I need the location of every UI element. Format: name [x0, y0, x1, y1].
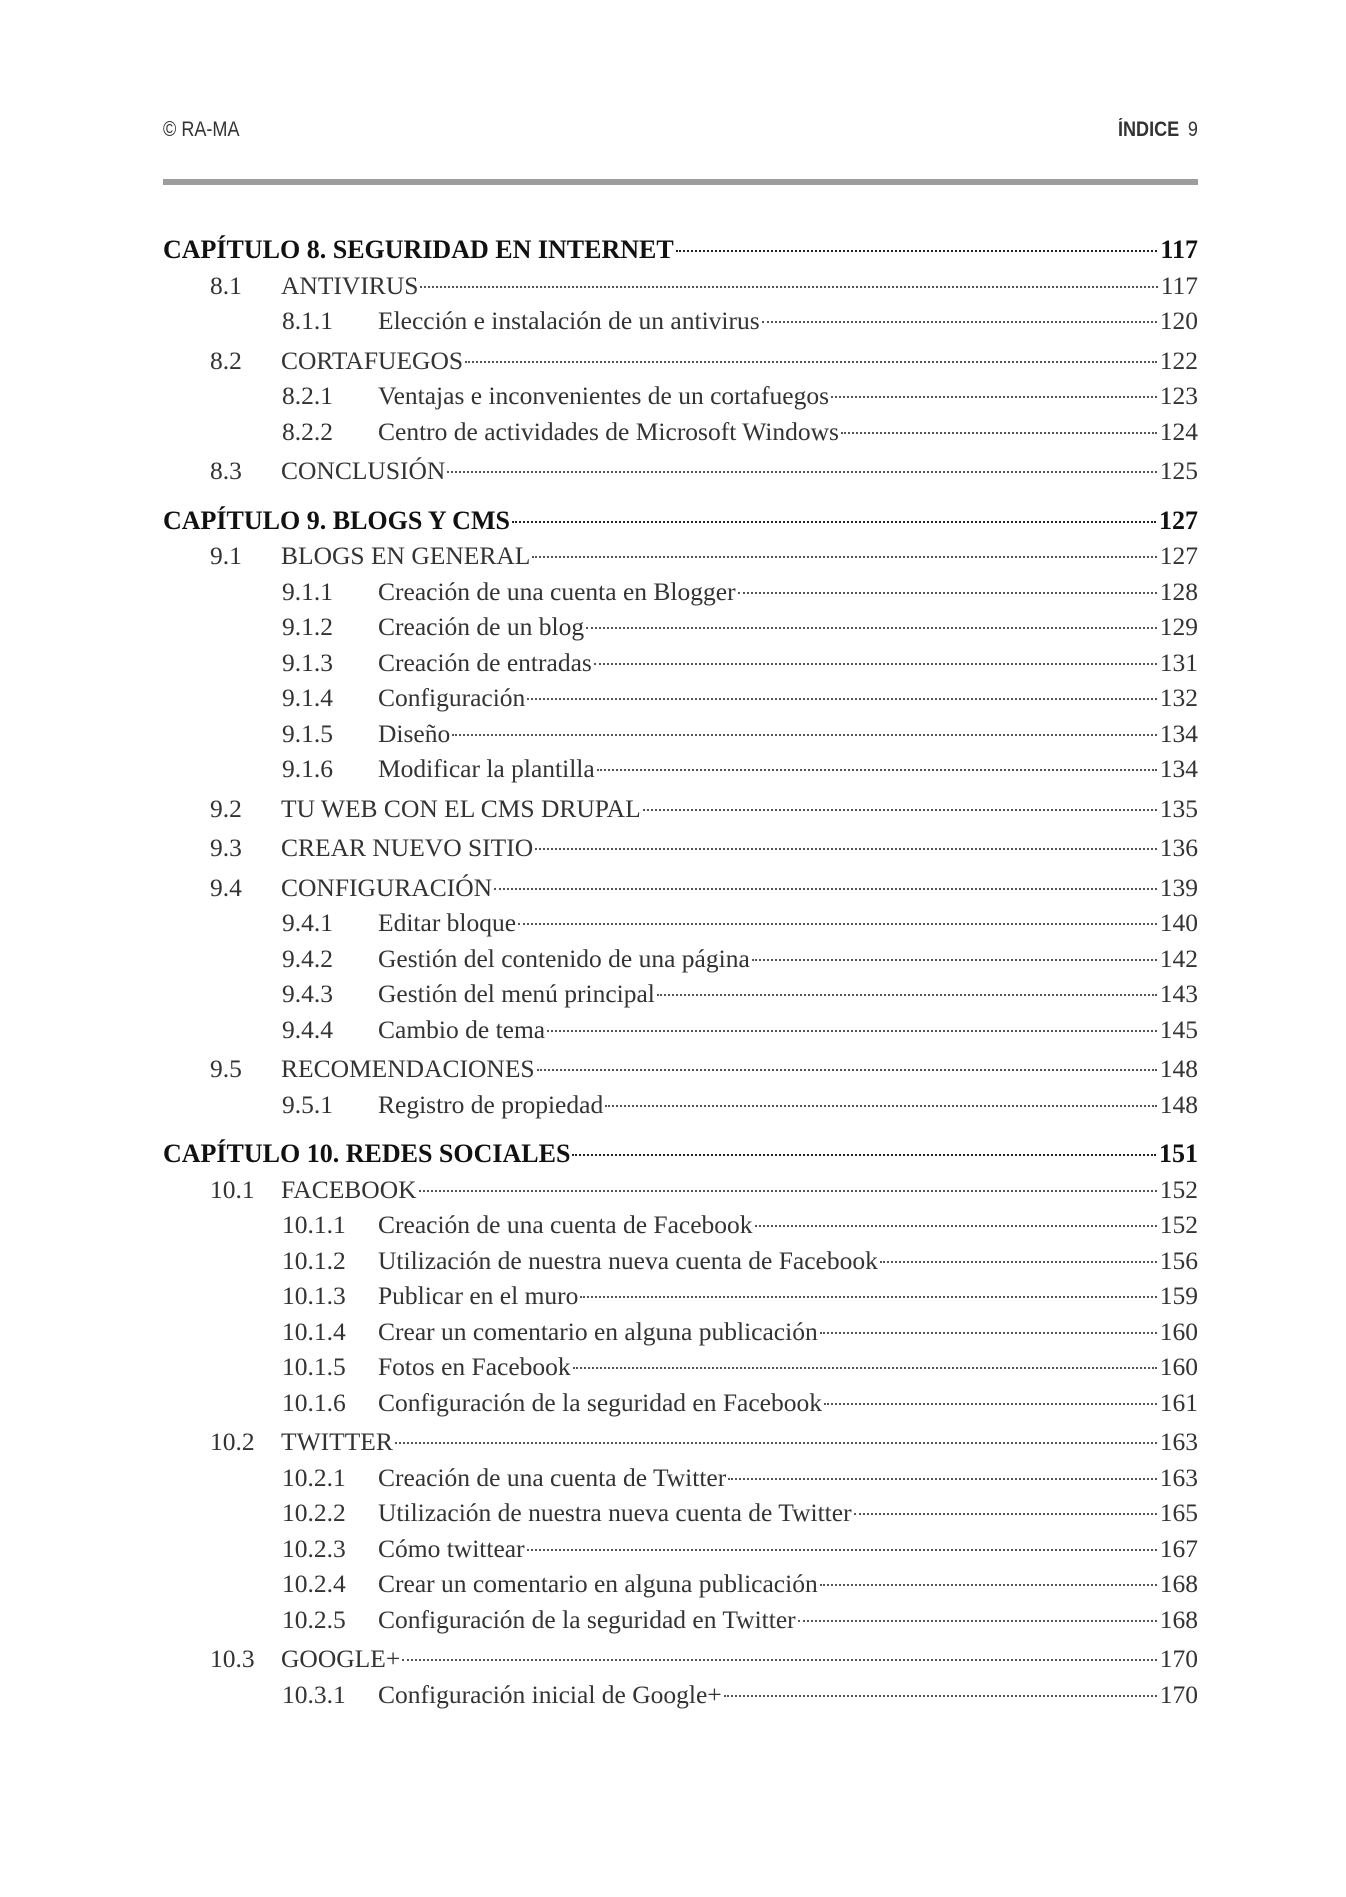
toc-entry-title: BLOGS EN GENERAL: [281, 541, 531, 570]
toc-entry-page: 163: [1159, 1427, 1198, 1456]
toc-subsection: [163, 905, 1198, 941]
toc-entry-page: 139: [1159, 872, 1198, 902]
toc-subsection: [163, 1278, 1198, 1314]
toc-entry-page: 148: [1159, 1089, 1198, 1119]
toc-entry-page: 127: [1159, 505, 1198, 535]
dot-leader: [447, 470, 1156, 473]
toc-entry-title: Elección e instalación de un antivirus: [378, 306, 760, 335]
toc-subsection: [163, 1012, 1198, 1048]
toc-entry-title: Configuración: [378, 683, 526, 712]
toc-entry-title: Editar bloque: [378, 908, 517, 937]
dot-leader: [465, 360, 1157, 363]
page-number: 9: [1187, 118, 1198, 141]
toc-entry-title: Utilización de nuestra nueva cuenta de Facebook: [378, 1245, 878, 1275]
toc-entry-title: Registro de propiedad: [378, 1089, 604, 1119]
toc-entry-number: 10.1.6: [282, 1387, 346, 1417]
dot-leader: [755, 1224, 1157, 1227]
toc-entry-page: 117: [1160, 270, 1198, 300]
dot-leader: [586, 626, 1157, 629]
dot-leader: [676, 249, 1158, 252]
dot-leader: [420, 285, 1157, 288]
toc-section: [163, 830, 1198, 866]
toc-entry-number: 9.4.4: [282, 1014, 333, 1044]
toc-entry-number: 8.2.2: [282, 416, 333, 446]
running-header: [163, 118, 1198, 148]
toc-entry-number: 10.3: [210, 1644, 255, 1673]
toc-entry-number: 10.1.1: [282, 1210, 346, 1239]
toc-entry-title: CONCLUSIÓN: [281, 456, 446, 485]
toc-entry-title: Creación de un blog: [378, 612, 585, 641]
toc-entry-title: Configuración de la seguridad en Twitter: [378, 1604, 796, 1634]
dot-leader: [527, 1548, 1157, 1551]
toc-entry-page: 135: [1159, 793, 1198, 823]
toc-entry-page: 134: [1159, 754, 1198, 783]
toc-entry-number: 10.2.1: [282, 1462, 346, 1492]
toc-section: [163, 343, 1198, 379]
dot-leader: [537, 1068, 1157, 1071]
toc-section: [163, 870, 1198, 906]
toc-subsection: [163, 1207, 1198, 1243]
toc-entry-page: 132: [1159, 683, 1198, 712]
toc-entry-page: 170: [1159, 1644, 1198, 1673]
toc-entry-number: 10.3.1: [282, 1679, 346, 1709]
toc-entry-title: CREAR NUEVO SITIO: [281, 833, 534, 862]
dot-leader: [419, 1189, 1157, 1192]
toc-entry-title: Publicar en el muro: [378, 1281, 579, 1310]
toc-subsection: [163, 1602, 1198, 1638]
toc-subsection: [163, 1460, 1198, 1496]
toc-entry-number: 10.2.3: [282, 1533, 346, 1563]
toc-entry-number: 8.2: [210, 345, 242, 375]
toc-entry-page: 136: [1159, 833, 1198, 862]
toc-entry-title: Creación de una cuenta de Facebook: [378, 1210, 753, 1239]
dot-leader: [597, 768, 1157, 771]
toc-section: [163, 1172, 1198, 1208]
toc-entry-page: 156: [1159, 1245, 1198, 1275]
dot-leader: [452, 733, 1157, 736]
toc-entry-title: Gestión del contenido de una página: [378, 943, 750, 973]
toc-subsection: [163, 1677, 1198, 1713]
dot-leader: [532, 555, 1156, 558]
dot-leader: [657, 993, 1157, 996]
toc-entry-title: Crear un comentario en alguna publicación: [378, 1316, 818, 1346]
toc-entry-title: Gestión del menú principal: [378, 979, 655, 1008]
dot-leader: [572, 1153, 1156, 1156]
toc-entry-page: 117: [1160, 235, 1198, 264]
toc-subsection: [163, 1314, 1198, 1350]
dot-leader: [762, 320, 1157, 323]
toc-section: [163, 1424, 1198, 1460]
dot-leader: [594, 662, 1157, 665]
toc-entry-title: CONFIGURACIÓN: [281, 872, 493, 902]
toc-entry-page: 140: [1159, 908, 1198, 937]
dot-leader: [880, 1260, 1157, 1263]
toc-subsection: [163, 680, 1198, 716]
toc-section: [163, 791, 1198, 827]
dot-leader: [605, 1104, 1157, 1107]
toc-entry-number: 8.1: [210, 270, 242, 300]
toc-section: [163, 453, 1198, 489]
dot-leader: [580, 1295, 1156, 1298]
section-title: ÍNDICE: [1118, 118, 1180, 141]
header-rule: [163, 179, 1198, 185]
dot-leader: [512, 520, 1156, 523]
toc-entry-number: 8.2.1: [282, 381, 333, 410]
toc-entry-number: 9.4.2: [282, 943, 333, 973]
toc-subsection: [163, 716, 1198, 752]
toc-entry-page: 151: [1159, 1139, 1198, 1168]
toc-entry-page: 161: [1159, 1387, 1198, 1417]
toc-entry-number: 9.1.4: [282, 683, 333, 712]
toc-entry-number: 10.1: [210, 1174, 255, 1204]
toc-entry-number: 10.1.3: [282, 1281, 346, 1310]
toc-entry-title: Configuración de la seguridad en Facebook: [378, 1387, 822, 1417]
toc-entry-title: Creación de una cuenta en Blogger: [378, 576, 736, 606]
toc-entry-number: 9.1.5: [282, 718, 333, 748]
toc-entry-title: Diseño: [378, 718, 451, 748]
toc-entry-title: TWITTER: [281, 1427, 393, 1456]
toc-entry-number: 9.1.3: [282, 647, 333, 677]
toc-entry-page: 131: [1159, 647, 1198, 677]
toc-entry-title: FACEBOOK: [281, 1174, 417, 1204]
toc-entry-number: 10.2: [210, 1427, 255, 1456]
dot-leader: [494, 887, 1157, 890]
toc-section: [163, 538, 1198, 574]
toc-entry-title: Centro de actividades de Microsoft Windows: [378, 416, 839, 446]
toc-subsection: [163, 1243, 1198, 1279]
toc-entry-title: CAPÍTULO 10. REDES SOCIALES: [163, 1139, 571, 1168]
toc-subsection: [163, 574, 1198, 610]
toc-subsection: [163, 1495, 1198, 1531]
toc-subsection: [163, 941, 1198, 977]
toc-entry-page: 160: [1159, 1352, 1198, 1381]
toc-entry-number: 10.2.2: [282, 1498, 346, 1527]
toc-entry-title: Creación de una cuenta de Twitter: [378, 1462, 727, 1492]
toc-entry-page: 167: [1159, 1533, 1198, 1563]
toc-chapter: [163, 503, 1198, 539]
dot-leader: [547, 1029, 1157, 1032]
dot-leader: [841, 431, 1157, 434]
toc-entry-page: 168: [1159, 1604, 1198, 1634]
toc-entry-number: 9.4: [210, 872, 242, 902]
toc-subsection: [163, 378, 1198, 414]
toc-entry-page: 148: [1159, 1054, 1198, 1083]
toc-subsection: [163, 609, 1198, 645]
toc-entry-title: ANTIVIRUS: [281, 270, 419, 300]
dot-leader: [738, 591, 1157, 594]
toc-subsection: [163, 1349, 1198, 1385]
toc-entry-page: 168: [1159, 1569, 1198, 1598]
dot-leader: [518, 922, 1157, 925]
dot-leader: [854, 1512, 1157, 1515]
toc-entry-page: 160: [1159, 1316, 1198, 1346]
dot-leader: [752, 958, 1157, 961]
toc-entry-page: 127: [1159, 541, 1198, 570]
toc-subsection: [163, 1566, 1198, 1602]
toc-subsection: [163, 976, 1198, 1012]
toc-subsection: [163, 1087, 1198, 1123]
section-and-page: [1118, 118, 1198, 142]
dot-leader: [402, 1658, 1157, 1661]
toc-subsection: [163, 645, 1198, 681]
dot-leader: [724, 1694, 1157, 1697]
toc-entry-title: Modificar la plantilla: [378, 754, 595, 783]
toc-entry-number: 9.5.1: [282, 1089, 333, 1119]
dot-leader: [535, 847, 1157, 850]
toc-chapter: [163, 232, 1198, 268]
toc-entry-number: 9.1.6: [282, 754, 333, 783]
toc-subsection: [163, 414, 1198, 450]
toc-entry-page: 145: [1159, 1014, 1198, 1044]
toc-entry-title: Crear un comentario en alguna publicación: [378, 1569, 818, 1598]
toc-entry-page: 122: [1159, 345, 1198, 375]
toc-entry-title: CORTAFUEGOS: [281, 345, 464, 375]
toc-entry-page: 120: [1159, 306, 1198, 335]
toc-subsection: [163, 751, 1198, 787]
toc-entry-page: 152: [1159, 1174, 1198, 1204]
toc-entry-page: 125: [1159, 456, 1198, 485]
toc-section: [163, 1641, 1198, 1677]
toc-entry-number: 9.2: [210, 793, 242, 823]
toc-entry-page: 128: [1159, 576, 1198, 606]
toc-chapter: [163, 1136, 1198, 1172]
toc-entry-number: 9.4.3: [282, 979, 333, 1008]
toc-entry-number: 10.1.5: [282, 1352, 346, 1381]
toc-entry-number: 8.3: [210, 456, 242, 485]
toc-entry-number: 10.2.5: [282, 1604, 346, 1634]
toc-entry-page: 163: [1159, 1462, 1198, 1492]
toc-entry-title: GOOGLE+: [281, 1644, 401, 1673]
copyright-label: © RA-MA: [163, 118, 240, 141]
toc-entry-page: 170: [1159, 1679, 1198, 1709]
toc-entry-title: Creación de entradas: [378, 647, 592, 677]
toc-entry-title: CAPÍTULO 9. BLOGS Y CMS: [163, 505, 510, 535]
dot-leader: [527, 697, 1156, 700]
toc-entry-number: 9.3: [210, 833, 242, 862]
toc-entry-page: 143: [1159, 979, 1198, 1008]
toc-entry-number: 9.1: [210, 541, 242, 570]
toc-entry-title: RECOMENDACIONES: [281, 1054, 535, 1083]
toc-subsection: [163, 1531, 1198, 1567]
toc-entry-page: 142: [1159, 943, 1198, 973]
dot-leader: [820, 1331, 1157, 1334]
dot-leader: [643, 808, 1157, 811]
toc-entry-number: 9.1.1: [282, 576, 333, 606]
toc-entry-page: 123: [1159, 381, 1198, 410]
toc-entry-title: CAPÍTULO 8. SEGURIDAD EN INTERNET: [163, 235, 674, 264]
toc-entry-page: 129: [1159, 612, 1198, 641]
dot-leader: [728, 1477, 1157, 1480]
toc-entry-page: 152: [1159, 1210, 1198, 1239]
toc-section: [163, 1051, 1198, 1087]
toc-entry-number: 10.2.4: [282, 1569, 346, 1598]
toc-subsection: [163, 303, 1198, 339]
dot-leader: [831, 395, 1157, 398]
toc-entry-title: Configuración inicial de Google+: [378, 1679, 722, 1709]
toc-entry-number: 9.1.2: [282, 612, 333, 641]
dot-leader: [395, 1441, 1157, 1444]
toc-entry-page: 159: [1159, 1281, 1198, 1310]
toc-entry-number: 8.1.1: [282, 306, 333, 335]
toc-entry-page: 124: [1159, 416, 1198, 446]
toc-entry-number: 10.1.4: [282, 1316, 346, 1346]
toc-entry-page: 165: [1159, 1498, 1198, 1527]
toc-entry-title: Cómo twittear: [378, 1533, 525, 1563]
toc-entry-number: 9.4.1: [282, 908, 333, 937]
toc-entry-title: Ventajas e inconvenientes de un cortafuegos: [378, 381, 830, 410]
toc-entry-number: 9.5: [210, 1054, 242, 1083]
dot-leader: [573, 1366, 1157, 1369]
toc-entry-title: Cambio de tema: [378, 1014, 546, 1044]
toc-entry-title: TU WEB CON EL CMS DRUPAL: [281, 793, 641, 823]
dot-leader: [824, 1402, 1157, 1405]
toc-entry-number: 10.1.2: [282, 1245, 346, 1275]
toc-entry-title: Utilización de nuestra nueva cuenta de Twitter: [378, 1498, 852, 1527]
dot-leader: [820, 1583, 1157, 1586]
toc-entry-title: Fotos en Facebook: [378, 1352, 571, 1381]
table-of-contents: [163, 232, 1198, 1712]
toc-section: [163, 268, 1198, 304]
dot-leader: [798, 1619, 1157, 1622]
toc-entry-page: 134: [1159, 718, 1198, 748]
toc-subsection: [163, 1385, 1198, 1421]
